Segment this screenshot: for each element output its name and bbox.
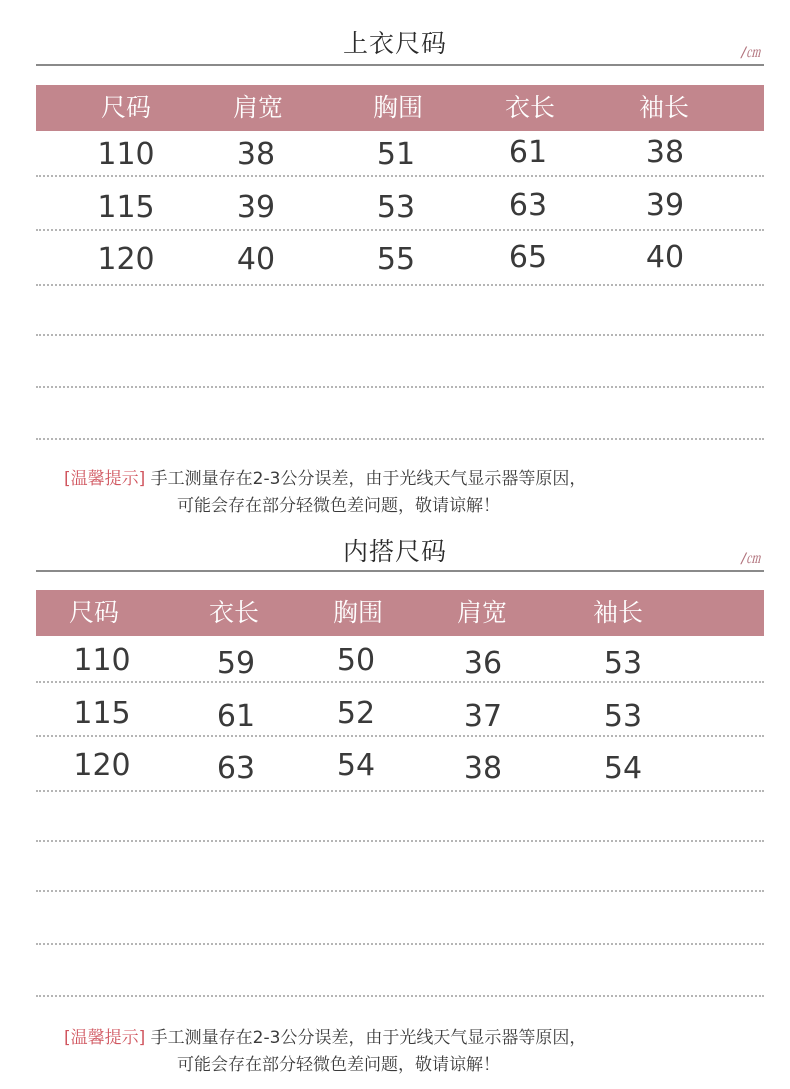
row-divider <box>36 681 764 683</box>
header-cell: 肩宽 <box>456 598 508 627</box>
value-cell: 37 <box>463 699 503 734</box>
value-cell: 53 <box>376 190 416 225</box>
value-cell: 53 <box>603 646 643 681</box>
header-cell: 袖长 <box>638 93 690 122</box>
tip-text: 手工测量存在2-3公分误差，由于光线天气显示器等原因， <box>150 469 587 489</box>
unit-label: /㎝ <box>741 551 760 567</box>
value-cell: 61 <box>216 699 256 734</box>
value-cell: 38 <box>236 137 276 172</box>
row-divider <box>36 229 764 231</box>
header-cell: 尺码 <box>68 598 120 627</box>
value-cell: 54 <box>336 748 376 783</box>
divider <box>36 570 764 572</box>
tip-tag: [温馨提示] <box>64 1028 146 1048</box>
section-title: 内搭尺码 <box>342 537 447 566</box>
row-divider <box>36 890 764 892</box>
value-cell: 38 <box>463 751 503 786</box>
table-header <box>36 85 764 131</box>
header-cell: 肩宽 <box>232 93 284 122</box>
row-divider <box>36 995 764 997</box>
row-divider <box>36 840 764 842</box>
value-cell: 55 <box>376 242 416 277</box>
tip-line-2: 可能会存在部分轻微色差问题，敬请谅解！ <box>177 1055 500 1075</box>
value-cell: 65 <box>508 240 548 275</box>
value-cell: 52 <box>336 696 376 731</box>
header-cell: 胸围 <box>372 93 424 122</box>
row-divider <box>36 735 764 737</box>
unit-label: /㎝ <box>741 45 760 61</box>
value-cell: 61 <box>508 135 548 170</box>
section-title: 上衣尺码 <box>342 29 447 58</box>
tip-tag: [温馨提示] <box>64 469 146 489</box>
size-cell: 120 <box>97 242 155 277</box>
table-header <box>36 590 764 636</box>
value-cell: 40 <box>645 240 685 275</box>
row-divider <box>36 386 764 388</box>
size-cell: 115 <box>73 696 131 731</box>
tip-text: 手工测量存在2-3公分误差，由于光线天气显示器等原因， <box>150 1028 587 1048</box>
value-cell: 51 <box>376 137 416 172</box>
row-divider <box>36 175 764 177</box>
header-cell: 胸围 <box>332 598 384 627</box>
header-cell: 袖长 <box>592 598 644 627</box>
tip-line-1 <box>64 464 586 489</box>
value-cell: 40 <box>236 242 276 277</box>
row-divider <box>36 943 764 945</box>
size-cell: 110 <box>97 137 155 172</box>
value-cell: 53 <box>603 699 643 734</box>
tip-line-2: 可能会存在部分轻微色差问题，敬请谅解！ <box>177 496 500 516</box>
value-cell: 38 <box>645 135 685 170</box>
value-cell: 63 <box>508 188 548 223</box>
tip-line-1 <box>64 1023 586 1048</box>
value-cell: 36 <box>463 646 503 681</box>
value-cell: 50 <box>336 643 376 678</box>
size-cell: 120 <box>73 748 131 783</box>
size-cell: 110 <box>73 643 131 678</box>
value-cell: 54 <box>603 751 643 786</box>
row-divider <box>36 790 764 792</box>
divider <box>36 64 764 66</box>
header-cell: 衣长 <box>504 93 556 122</box>
header-cell: 衣长 <box>208 598 260 627</box>
value-cell: 59 <box>216 646 256 681</box>
header-cell: 尺码 <box>100 93 152 122</box>
row-divider <box>36 334 764 336</box>
value-cell: 39 <box>236 190 276 225</box>
size-cell: 115 <box>97 190 155 225</box>
value-cell: 39 <box>645 188 685 223</box>
row-divider <box>36 438 764 440</box>
row-divider <box>36 284 764 286</box>
value-cell: 63 <box>216 751 256 786</box>
